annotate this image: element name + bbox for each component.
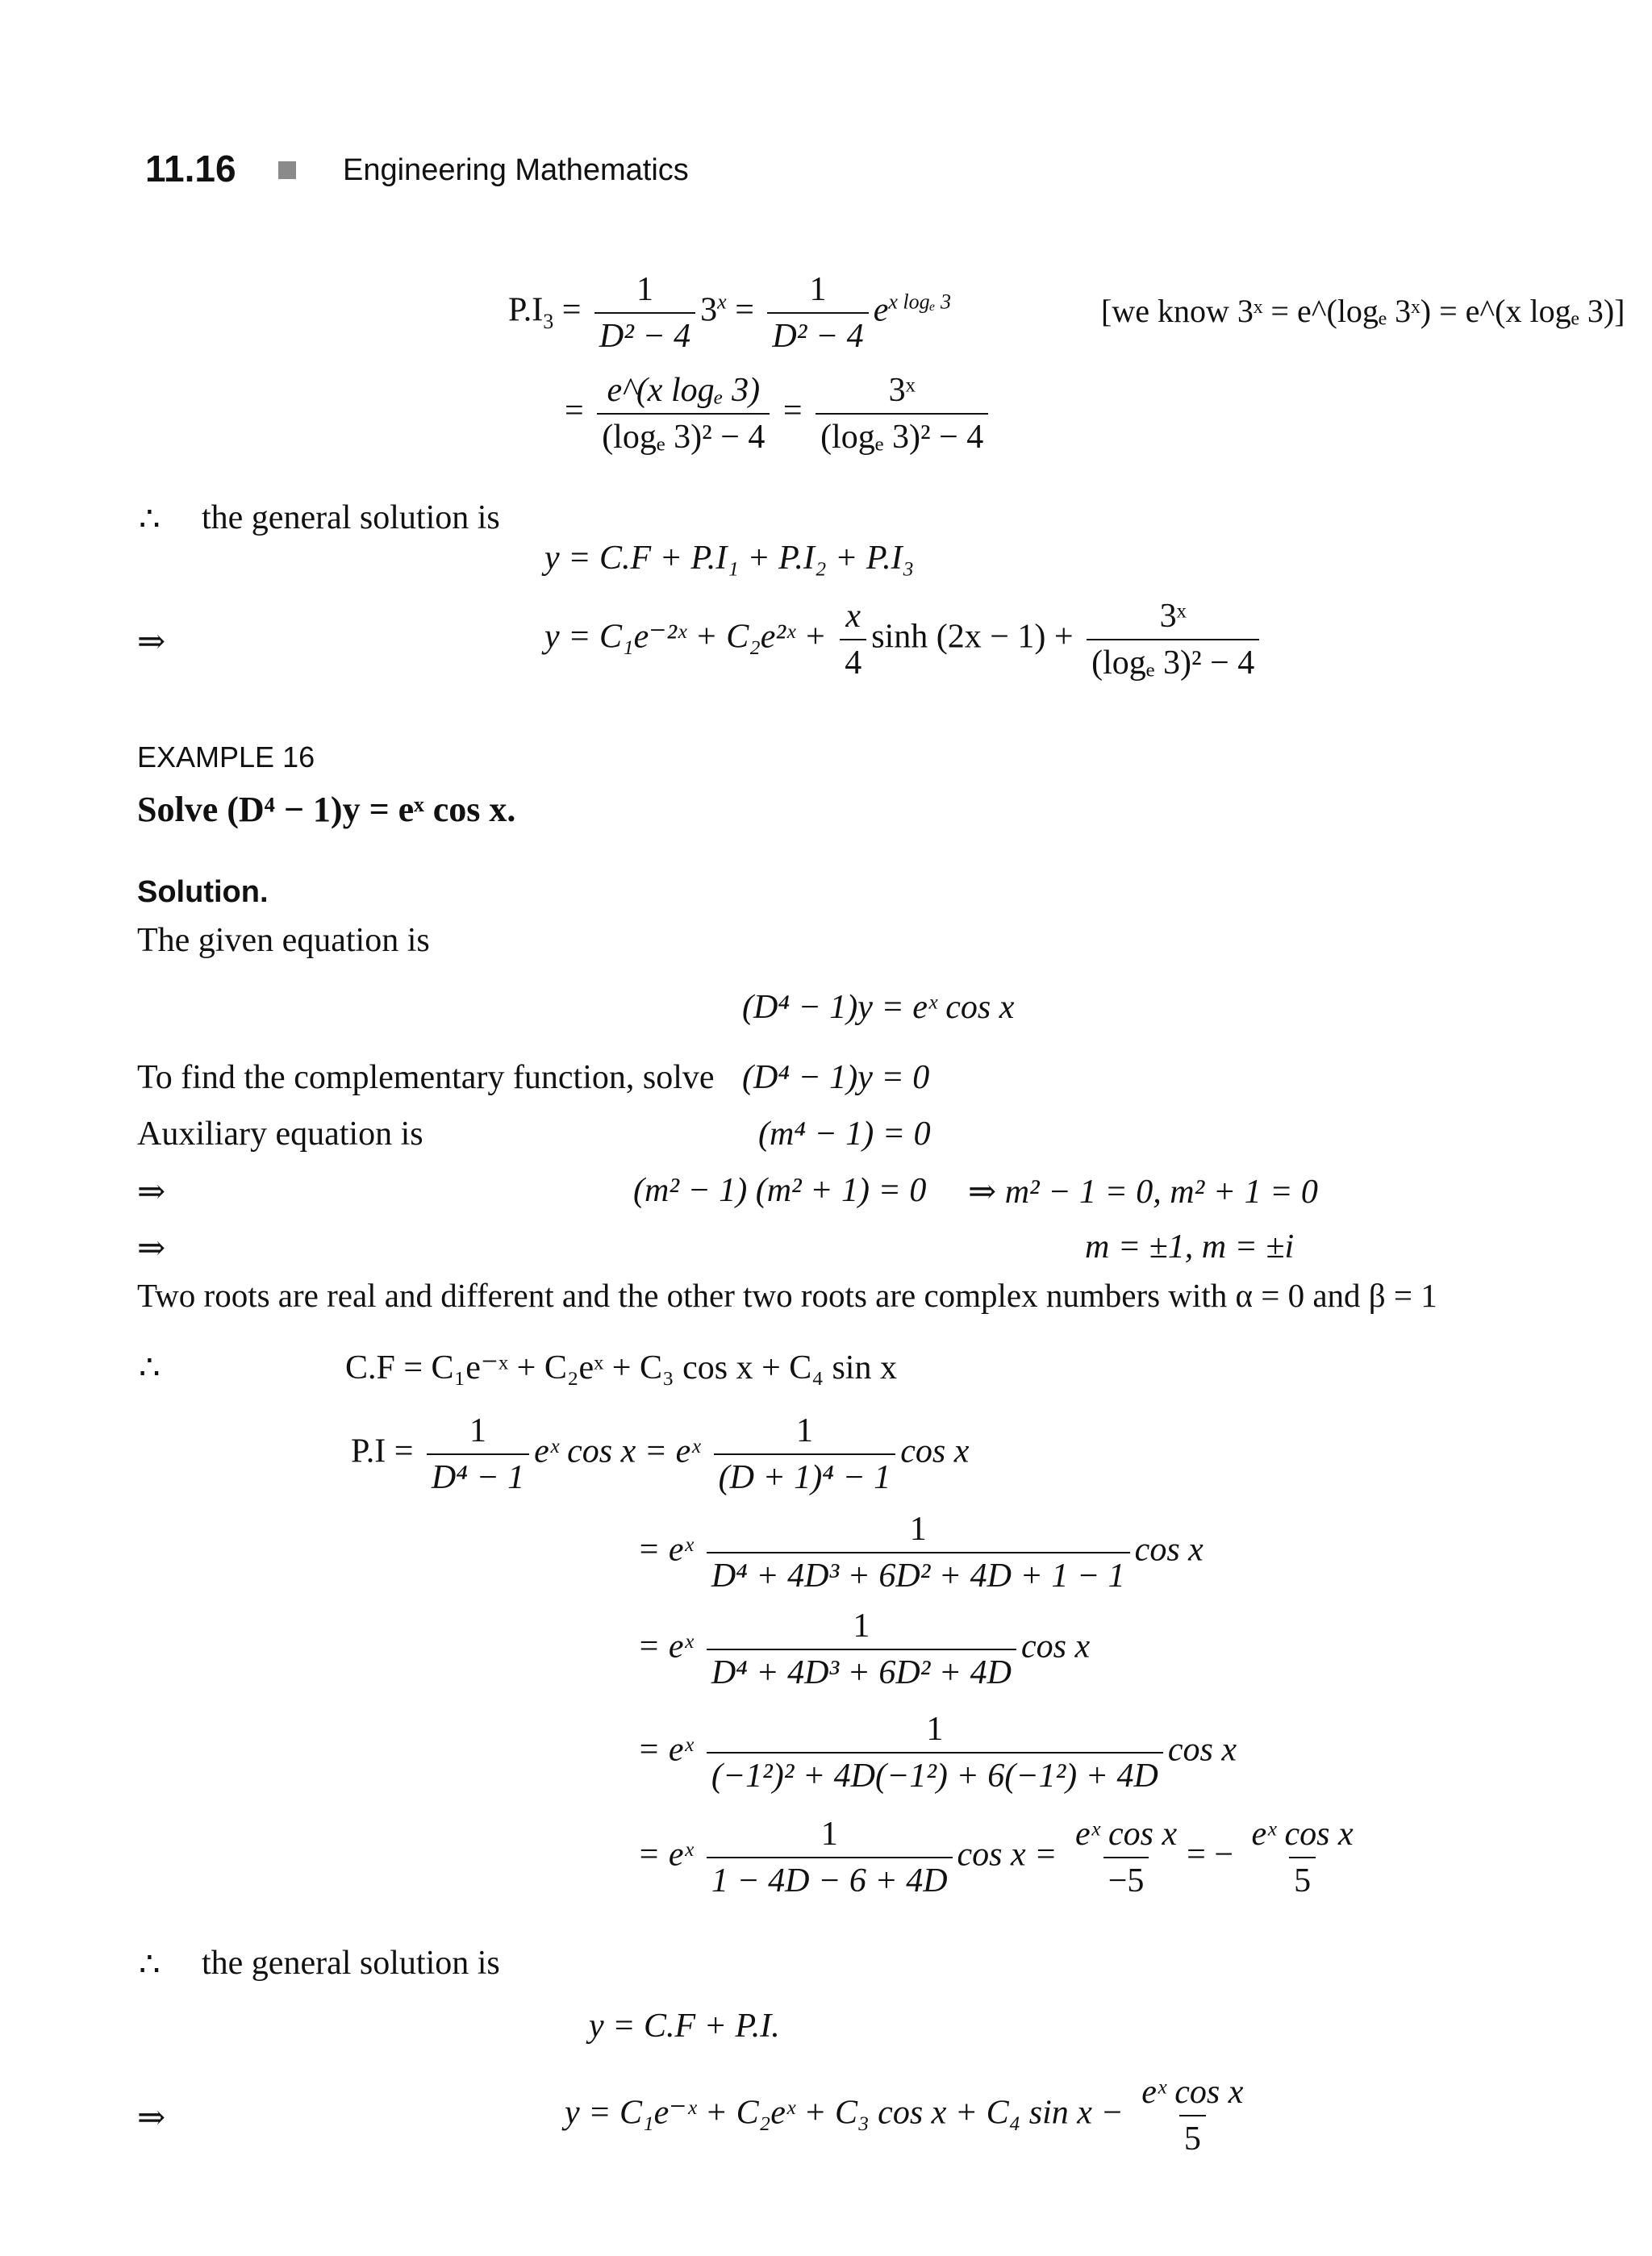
pi-step2-lead: = eˣ — [637, 1628, 694, 1666]
pi3-lhs-sub: 3 — [543, 310, 554, 334]
roots-note: Two roots are real and different and the other two roots are complex numbers with α = 0 and β = 1 — [137, 1277, 1437, 1314]
general1-eq1: y = C.F + P.I₁ + P.I₂ + P.I₃ — [544, 540, 915, 577]
general1-eq2-frac2-num: 3ˣ — [1159, 598, 1187, 635]
pi-step4-frac3-den: 5 — [1289, 1857, 1316, 1900]
implies-symbol-1: ⇒ — [137, 623, 166, 661]
pi-step4-den: 1 − 4D − 6 + 4D — [707, 1857, 953, 1900]
pi-step4-eq: cos x = — [957, 1836, 1058, 1874]
pi-step4-frac — [707, 1815, 953, 1900]
pi-step4-frac3-num: eˣ cos x — [1251, 1816, 1354, 1853]
page-number: 11.16 — [145, 148, 236, 190]
pi-step1-frac — [707, 1510, 1130, 1595]
pi-step4-frac3 — [1247, 1815, 1358, 1900]
pi3-frac3-num: e^(x logₑ 3) — [607, 372, 761, 409]
general1-eq2-lead: y = C₁e⁻²ˣ + C₂e²ˣ + — [544, 618, 827, 656]
pi3-frac2-num: 1 — [809, 271, 827, 308]
pi-lhs: P.I = — [351, 1432, 414, 1470]
pi-step4-lead: = eˣ — [637, 1836, 694, 1874]
pi-step2-num: 1 — [853, 1608, 870, 1645]
pi-step4-frac2-den: −5 — [1103, 1857, 1149, 1900]
cf-text: To find the complementary function, solve — [137, 1059, 715, 1096]
pi-step2-frac — [707, 1607, 1016, 1692]
factored-result: ⇒ m² − 1 = 0, m² + 1 = 0 — [968, 1174, 1318, 1211]
pi-line1 — [351, 1412, 969, 1497]
general1-eq2-frac — [840, 597, 866, 682]
solution-label: Solution. — [137, 875, 269, 909]
general1-eq2-mid: sinh (2x − 1) + — [871, 618, 1074, 656]
pi-step4 — [637, 1815, 1363, 1900]
therefore-symbol-3: ∴ — [139, 1946, 161, 1983]
pi-frac1-num: 1 — [469, 1412, 487, 1449]
pi-frac2-den: (D + 1)⁴ − 1 — [714, 1453, 896, 1497]
pi3-frac1-den: D² − 4 — [594, 312, 695, 356]
general2-label: the general solution is — [202, 1945, 500, 1982]
pi3-frac4-num: 3ˣ — [888, 372, 916, 409]
pi-step3-tail: cos x — [1167, 1731, 1237, 1769]
pi-step3-frac — [707, 1710, 1163, 1795]
pi-step4-eq2: = − — [1187, 1836, 1234, 1874]
general2-eq2-frac-den: 5 — [1179, 2115, 1206, 2158]
pi3-frac4 — [816, 371, 988, 457]
pi-step1-den: D⁴ + 4D³ + 6D² + 4D + 1 − 1 — [707, 1552, 1130, 1595]
pi3-frac4-den: (logₑ 3)² − 4 — [816, 413, 988, 457]
general1-eq2-frac-den: 4 — [840, 639, 866, 682]
general1-eq2-frac-num: x — [845, 598, 861, 635]
pi-step1-num: 1 — [909, 1511, 927, 1548]
general2-eq2-frac — [1137, 2073, 1248, 2158]
cf-eq: (D⁴ − 1)y = 0 — [742, 1059, 930, 1096]
pi-step1 — [637, 1510, 1204, 1595]
pi-step2-den: D⁴ + 4D³ + 6D² + 4D — [707, 1649, 1016, 1692]
pi3-line2: = $\frac{\text{e\textasciicircum{}(x logₑ 3)}}{\text{(logₑ 3)² − 4}}$ = $\frac{\text{3ˣ}}{\text{(logₑ 3)² − 4}}$ — [565, 371, 993, 457]
general1-eq2 — [544, 597, 1264, 682]
cf-result: C.F = C₁e⁻ˣ + C₂eˣ + C₃ cos x + C₄ sin x — [345, 1349, 897, 1387]
general2-eq2-frac-num: eˣ cos x — [1141, 2074, 1244, 2111]
pi3-line1: $P.I_3$ = $\frac{1}{\text{D² − 4}}$ $3^x$ = $\frac{1}{\text{D² − 4}}$ $e^{x log_e 3}$ — [508, 271, 952, 355]
therefore-symbol-1: ∴ — [139, 501, 161, 538]
pi-step4-frac2 — [1070, 1815, 1182, 1900]
general1-eq2-frac2 — [1087, 597, 1259, 682]
aux-eq: (m⁴ − 1) = 0 — [758, 1115, 931, 1153]
factored-eq: (m² − 1) (m² + 1) = 0 — [633, 1172, 927, 1209]
general2-eq2 — [565, 2073, 1253, 2158]
pi-step3 — [637, 1710, 1237, 1795]
pi-step1-lead: = eˣ — [637, 1531, 694, 1569]
pi3-frac1-num: 1 — [636, 271, 654, 308]
pi-mid1: eˣ cos x = eˣ — [534, 1432, 701, 1470]
general1-eq2-frac2-den: (logₑ 3)² − 4 — [1087, 639, 1259, 682]
pi-frac1 — [427, 1412, 529, 1497]
implies-symbol-3: ⇒ — [137, 1230, 166, 1267]
general2-eq2-lead: y = C₁e⁻ˣ + C₂eˣ + C₃ cos x + C₄ sin x − — [565, 2094, 1124, 2132]
pi3-note: [we know 3ˣ = e^(logₑ 3ˣ) = e^(x logₑ 3)] — [1101, 293, 1625, 329]
pi-step3-num: 1 — [926, 1711, 944, 1748]
general2-eq1: y = C.F + P.I. — [589, 2008, 780, 2045]
pi-step1-tail: cos x — [1134, 1531, 1204, 1569]
pi3-frac2-den: D² − 4 — [767, 312, 868, 356]
aux-text: Auxiliary equation is — [137, 1115, 423, 1153]
pi-step3-den: (−1²)² + 4D(−1²) + 6(−1²) + 4D — [707, 1752, 1163, 1795]
pi3-lhs: P.I — [508, 291, 544, 329]
pi3-term1: 3 — [700, 291, 718, 329]
pi3-term2: e — [873, 291, 889, 329]
pi-frac1-den: D⁴ − 1 — [427, 1453, 529, 1497]
example-statement: Solve (D⁴ − 1)y = eˣ cos x. — [137, 790, 516, 829]
pi3-frac2 — [767, 270, 868, 356]
roots: m = ±1, m = ±i — [1085, 1228, 1295, 1266]
therefore-symbol-2: ∴ — [139, 1349, 161, 1387]
pi3-frac3 — [597, 371, 770, 457]
pi-frac2 — [714, 1412, 896, 1497]
pi-step4-frac2-num: eˣ cos x — [1075, 1816, 1178, 1853]
pi-frac2-num: 1 — [795, 1412, 813, 1449]
header-bullet — [278, 161, 296, 179]
pi3-frac1 — [594, 270, 695, 356]
implies-symbol-2: ⇒ — [137, 1174, 166, 1211]
pi3-frac3-den: (logₑ 3)² − 4 — [597, 413, 770, 457]
implies-symbol-4: ⇒ — [137, 2100, 166, 2137]
pi3-term2-sup: x logₑ 3 — [888, 290, 952, 314]
pi3-term1-sup: x — [717, 290, 727, 314]
pi-tail: cos x — [900, 1432, 970, 1470]
pi-step2 — [637, 1607, 1090, 1692]
solution-intro: The given equation is — [137, 922, 430, 959]
pi-step3-lead: = eˣ — [637, 1731, 694, 1769]
given-equation: (D⁴ − 1)y = eˣ cos x — [742, 989, 1015, 1026]
general1-label: the general solution is — [202, 499, 500, 536]
pi-step2-tail: cos x — [1020, 1628, 1091, 1666]
book-title: Engineering Mathematics — [343, 153, 689, 187]
example-label: EXAMPLE 16 — [137, 740, 315, 774]
pi-step4-num: 1 — [820, 1816, 838, 1853]
